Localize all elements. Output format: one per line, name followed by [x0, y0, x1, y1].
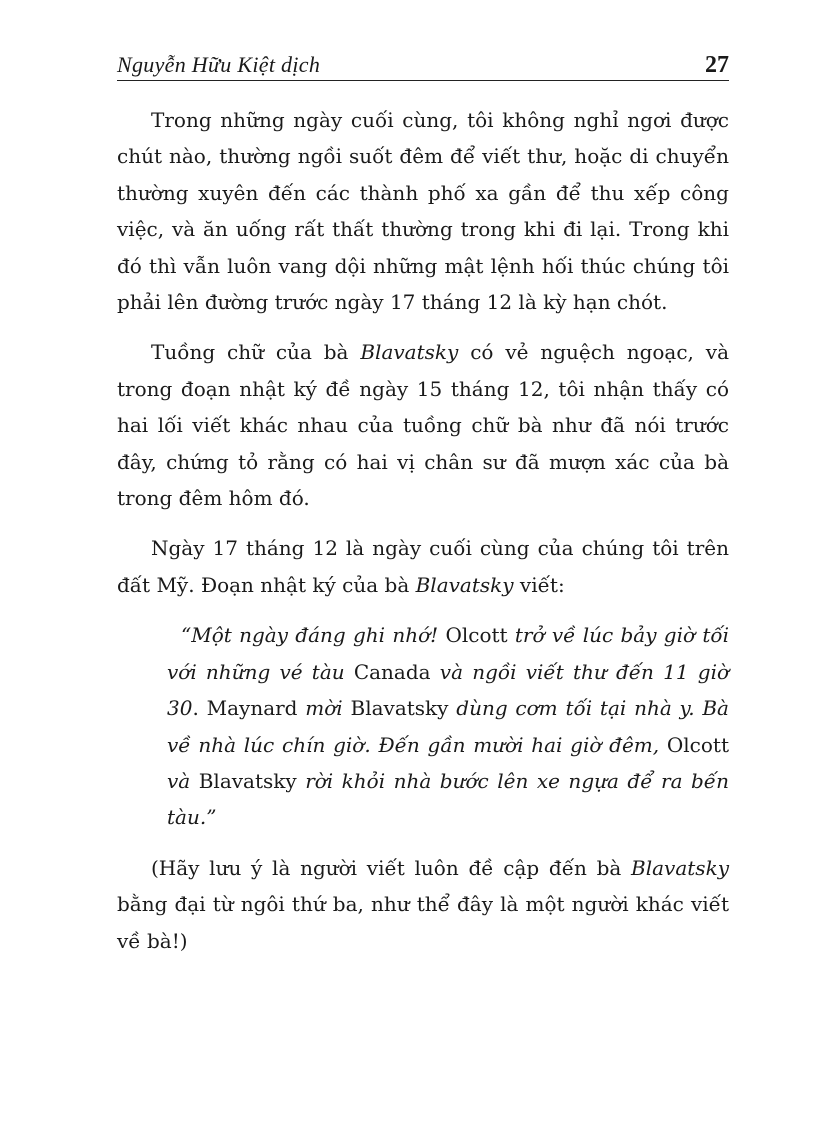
paragraph-1: Trong những ngày cuối cùng, tôi không nghỉ ngơi được chút nào, thường ngồi suốt đêm để viết thư, hoặc di chuyển thường xuyên đến các thành phố xa gần để thu xếp công việc, và ăn uống rất thất thường trong khi đi lại. Trong khi đó thì vẫn luôn vang dội những mật lệnh hối thúc chúng tôi phải lên đường trước ngày 17 tháng 12 là kỳ hạn chót. [117, 108, 729, 315]
quote-part-12: Blavatsky [190, 768, 306, 793]
paragraph-3 [117, 530, 729, 603]
quote-part-8: Blavatsky [342, 696, 457, 721]
quote-part-1: “Một ngày đáng ghi nhớ! [181, 623, 446, 648]
paragraph-2 [117, 334, 729, 516]
paragraph-3-text-b: viết: [513, 572, 565, 597]
quote-part-4: Canada [353, 659, 431, 684]
paragraph-3-name: Blavatsky [415, 572, 514, 597]
paragraph-4-name: Blavatsky [631, 855, 729, 880]
paragraph-4-text-a: (Hãy lưu ý là người viết luôn đề cập đến bà [151, 855, 632, 880]
quote-part-2: Olcott [445, 623, 508, 648]
paragraph-2-text-a: Tuồng chữ của bà [151, 340, 361, 365]
quote-part-7: mời [305, 696, 343, 721]
quote-part-5: và ngồi viết thư đến 11 giờ 30 [167, 659, 730, 721]
quote-part-3: trở về lúc bảy giờ tối với những vé tàu [167, 623, 729, 684]
quote-part-6: . Maynard [192, 696, 306, 721]
diary-quote-text [167, 617, 729, 835]
page-number: 27 [705, 52, 729, 78]
paragraph-2-text-b: có vẻ nguệch ngoạc, và trong đoạn nhật ký đề ngày 15 tháng 12, tôi nhận thấy có hai lối viết khác nhau của tuồng chữ bà như đã nói trước đây, chứng tỏ rằng có hai vị chân sư đã mượn xác của bà trong đêm hôm đó. [117, 340, 730, 511]
quote-part-10: Olcott [659, 732, 729, 757]
page-body [117, 102, 729, 959]
paragraph-3-text-a: Ngày 17 tháng 12 là ngày cuối cùng của chúng tôi trên đất Mỹ. Đoạn nhật ký của bà [117, 536, 729, 597]
quote-part-11: và [167, 768, 191, 793]
diary-quote [167, 617, 729, 835]
paragraph-4-text-b: bằng đại từ ngôi thứ ba, như thể đây là một người khác viết về bà!) [117, 892, 729, 953]
quote-part-13: rời khỏi nhà bước lên xe ngựa để ra bến tàu.” [167, 768, 729, 830]
running-header-title: Nguyễn Hữu Kiệt dịch [117, 52, 321, 77]
quote-part-9: dùng cơm tối tại nhà y. Bà về nhà lúc chín giờ. Đến gần mười hai giờ đêm, [167, 696, 729, 757]
page-header [117, 44, 729, 81]
paragraph-4 [117, 850, 729, 959]
paragraph-2-name: Blavatsky [360, 340, 459, 365]
